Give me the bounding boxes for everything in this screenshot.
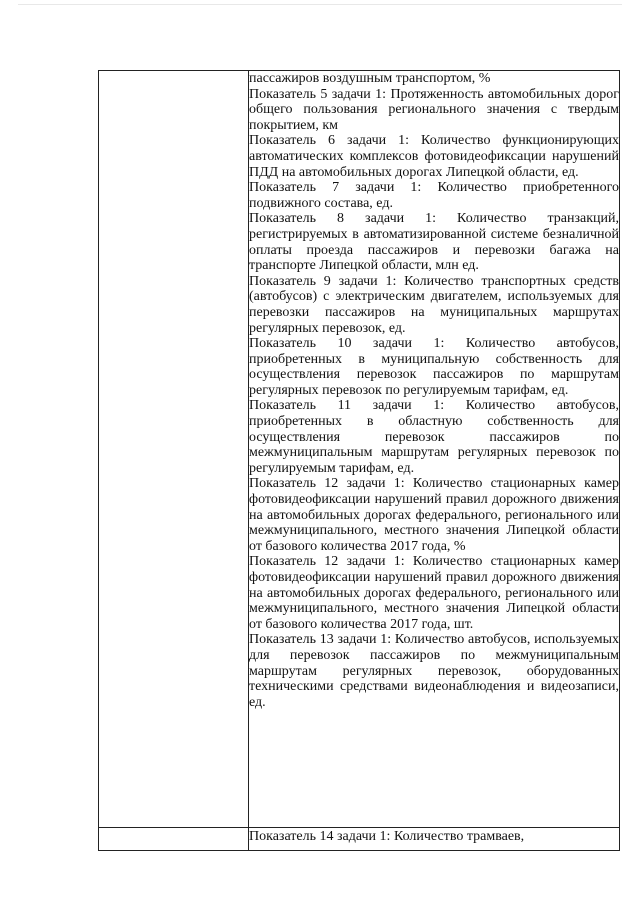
indicator-paragraph: Показатель 13 задачи 1: Количество автобусов, используемых для перевозок пассажиров по межмуниципальным маршрутам регулярных перевозок, оборудованных техническими средствами видеонаблюдения и видеозаписи, ед. (249, 632, 619, 710)
table-row (99, 828, 620, 851)
indicator-paragraph: Показатель 5 задачи 1: Протяженность автомобильных дорог общего пользования регионального значения с твердым покрытием, км (249, 86, 619, 133)
table-cell-indicators (249, 71, 620, 828)
indicator-paragraph: Показатель 6 задачи 1: Количество функционирующих автоматических комплексов фотовидеофиксации нарушений ПДД на автомобильных дорогах Липецкой области, ед. (249, 133, 619, 180)
indicator-paragraph: Показатель 11 задачи 1: Количество автобусов, приобретенных в областную собственность для осуществления перевозок пассажиров по межмуниципальным маршрутам регулярных перевозок по регулируемым тарифам, ед. (249, 398, 619, 476)
table-cell-indicators (249, 828, 620, 851)
indicator-paragraph: Показатель 10 задачи 1: Количество автобусов, приобретенных в муниципальную собственность для осуществления перевозок пассажиров по маршрутам регулярных перевозок по регулируемым тарифам, ед. (249, 336, 619, 398)
table-row (99, 71, 620, 828)
indicator-paragraph: пассажиров воздушным транспортом, % (249, 71, 491, 86)
indicator-paragraph: Показатель 9 задачи 1: Количество транспортных средств (автобусов) с электрическим двигателем, используемых для перевозки пассажиров на муниципальных маршрутах регулярных перевозок, ед. (249, 273, 619, 336)
scan-edge-line (18, 4, 622, 5)
table-cell-empty (99, 71, 249, 828)
indicator-paragraph: Показатель 14 задачи 1: Количество трамваев, (249, 829, 525, 844)
indicator-paragraph: Показатель 12 задачи 1: Количество стационарных камер фотовидеофиксации нарушений правил дорожного движения на автомобильных дорогах федерального, регионального или межмуниципального, местного значения Липецкой области от базового количества 2017 года, % (249, 476, 619, 554)
indicator-paragraph: Показатель 7 задачи 1: Количество приобретенного подвижного состава, ед. (249, 180, 619, 211)
indicator-paragraph: Показатель 12 задачи 1: Количество стационарных камер фотовидеофиксации нарушений правил дорожного движения на автомобильных дорогах федерального, регионального или межмуниципального, местного значения Липецкой области от базового количества 2017 года, шт. (249, 554, 619, 632)
indicator-paragraph: Показатель 8 задачи 1: Количество транзакций, регистрируемых в автоматизированной системе безналичной оплаты проезда пассажиров и перевозки багажа на транспорте Липецкой области, млн ед. (249, 211, 619, 274)
indicator-table (98, 70, 620, 851)
table-cell-empty (99, 828, 249, 851)
